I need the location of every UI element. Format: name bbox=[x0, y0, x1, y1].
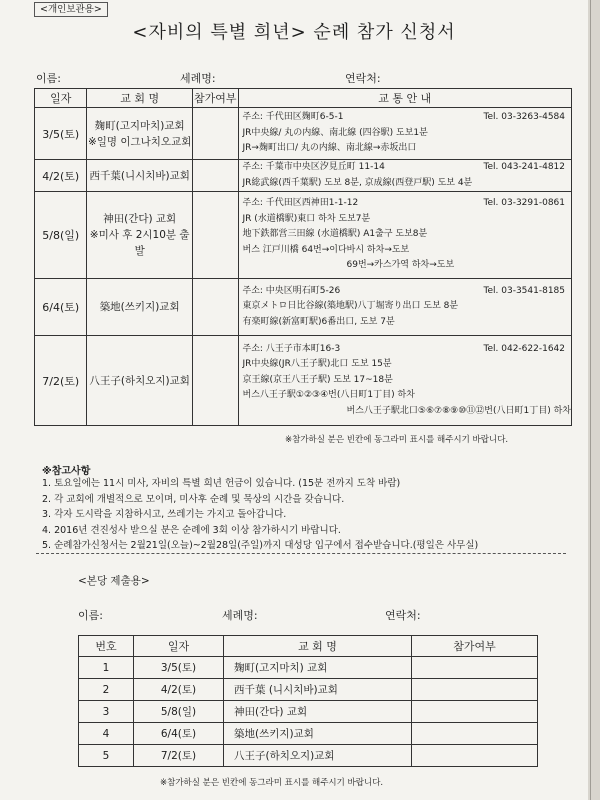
table-header-row bbox=[35, 89, 572, 108]
header-date: 일자 bbox=[134, 636, 224, 657]
transport-line: 버스八王子駅北口⑤⑥⑦⑧⑨⑩⑪⑫번(八日町1丁目) 하차 bbox=[346, 405, 571, 416]
date-cell: 5/8(일) bbox=[35, 192, 87, 279]
number-cell: 3 bbox=[79, 701, 134, 723]
header-attendance: 참가여부 bbox=[412, 636, 538, 657]
transport-line: JR総武線(西千葉駅) 도보 8분, 京成線(西登戸駅) 도보 4분 bbox=[242, 177, 473, 188]
pilgrimage-schedule-table bbox=[34, 88, 572, 426]
date-cell: 6/4(토) bbox=[35, 279, 87, 336]
note-item: 5. 순례참가신청서는 2월21일(오늘)~2월28일(주일)까지 대성당 입구에서 접수받습니다.(평일은 사무실) bbox=[42, 540, 479, 551]
church-name: 神田(간다) 교회 bbox=[103, 213, 177, 225]
address-text: 주소: 中央区明石町5-26 bbox=[242, 285, 341, 296]
date-cell: 7/2(토) bbox=[35, 336, 87, 426]
date-cell: 3/5(토) bbox=[35, 108, 87, 160]
contact-field-label: 연락처: bbox=[345, 72, 381, 85]
transport-cell bbox=[238, 192, 572, 279]
tel-number: Tel. 03-3291-0861 bbox=[483, 198, 565, 209]
cut-line bbox=[36, 553, 566, 554]
church-cell bbox=[87, 192, 193, 279]
date-cell: 4/2(토) bbox=[35, 160, 87, 192]
date-cell: 3/5(토) bbox=[134, 657, 224, 679]
transport-line: 69번→카스가역 하차→도보 bbox=[346, 260, 455, 271]
church-cell: 西千葉 (니시치바)교회 bbox=[224, 679, 412, 701]
notes-list bbox=[42, 476, 478, 554]
address-text: 주소: 八王子市本町16-3 bbox=[242, 343, 341, 354]
number-cell: 4 bbox=[79, 723, 134, 745]
transport-line: 地下鉄都営三田線 (水道橋駅) A1출구 도보8분 bbox=[242, 229, 428, 240]
attendance-cell[interactable] bbox=[412, 657, 538, 679]
header-church: 교 회 명 bbox=[87, 89, 193, 108]
church-cell bbox=[87, 108, 193, 160]
address-line bbox=[239, 342, 572, 358]
church-name: 麹町(고지마치)교회 bbox=[94, 119, 185, 132]
number-cell: 5 bbox=[79, 745, 134, 767]
transport-line: 버스 江戸川橋 64번→이다바시 하차→도보 bbox=[242, 244, 410, 255]
submit-footnote: ※참가하실 분은 빈칸에 동그라미 표시를 해주시기 바랍니다. bbox=[160, 778, 384, 788]
header-transport: 교 통 안 내 bbox=[238, 89, 572, 108]
header-attendance: 참가여부 bbox=[192, 89, 238, 108]
table-row bbox=[35, 336, 572, 426]
submit-table bbox=[78, 635, 538, 767]
paper-edge-line bbox=[590, 0, 591, 800]
address-line bbox=[239, 196, 572, 212]
church-name: 西千葉(니시치바)교회 bbox=[89, 169, 190, 182]
table-row bbox=[79, 701, 538, 723]
main-table-footnote: ※참가하실 분은 빈칸에 동그라미 표시를 해주시기 바랍니다. bbox=[285, 435, 509, 445]
tel-number: Tel. 03-3263-4584 bbox=[483, 112, 565, 123]
transport-line: JR中央線(JR八王子駅)北口 도보 15분 bbox=[242, 359, 392, 370]
table-row bbox=[79, 679, 538, 701]
number-cell: 1 bbox=[79, 657, 134, 679]
transport-line: 東京メトロ日比谷線(築地駅)八丁堀寄り出口 도보 8분 bbox=[242, 301, 459, 312]
date-cell: 7/2(토) bbox=[134, 745, 224, 767]
church-note: ※일명 이그나치오교회 bbox=[87, 135, 192, 148]
transport-line: 有楽町線(新富町駅)6番出口, 도보 7분 bbox=[242, 316, 395, 327]
address-line bbox=[239, 284, 572, 300]
notes-heading: ※참고사항 bbox=[42, 466, 91, 477]
date-cell: 5/8(일) bbox=[134, 701, 224, 723]
church-cell: 麹町(고지마치) 교회 bbox=[224, 657, 412, 679]
transport-line: JR (水道橋駅)東口 하차 도보7분 bbox=[242, 213, 371, 224]
personal-copy-tag: <개인보관용> bbox=[34, 2, 108, 17]
table-row bbox=[35, 160, 572, 192]
table-row bbox=[35, 192, 572, 279]
attendance-cell[interactable] bbox=[412, 723, 538, 745]
church-cell bbox=[87, 160, 193, 192]
transport-cell bbox=[238, 108, 572, 160]
church-cell: 神田(간다) 교회 bbox=[224, 701, 412, 723]
church-note: ※미사 후 2시10분 출발 bbox=[89, 229, 190, 257]
attendance-cell[interactable] bbox=[192, 192, 238, 279]
note-item: 1. 토요일에는 11시 미사, 자비의 특별 희년 헌금이 있습니다. (15분 전까지 도착 바람) bbox=[42, 478, 401, 489]
number-cell: 2 bbox=[79, 679, 134, 701]
header-church: 교 회 명 bbox=[224, 636, 412, 657]
transport-cell bbox=[238, 336, 572, 426]
transport-line: JR中央線/ 丸の内線、南北線 (四谷駅) 도보1분 bbox=[242, 127, 428, 138]
transport-line: 버스八王子駅①②③④번(八日町1丁目) 하차 bbox=[242, 390, 415, 401]
submit-section-heading: <본당 제출용> bbox=[78, 575, 150, 587]
name-field-label: 이름: bbox=[36, 72, 61, 85]
table-row bbox=[35, 279, 572, 336]
submit-header-row bbox=[79, 636, 538, 657]
attendance-cell[interactable] bbox=[192, 279, 238, 336]
tel-number: Tel. 042-622-1642 bbox=[483, 343, 565, 354]
address-line bbox=[239, 160, 572, 176]
submit-name-label: 이름: bbox=[78, 609, 103, 622]
table-row bbox=[79, 657, 538, 679]
table-row bbox=[35, 108, 572, 160]
header-number: 번호 bbox=[79, 636, 134, 657]
address-text: 주소: 千代田区麹町6-5-1 bbox=[242, 112, 344, 123]
note-item: 4. 2016년 견진성사 받으실 분은 순례에 3회 이상 참가하시기 바랍니다. bbox=[42, 524, 341, 536]
attendance-cell[interactable] bbox=[192, 108, 238, 160]
church-cell: 築地(쓰키지)교회 bbox=[224, 723, 412, 745]
transport-line: 京王線(京王八王子駅) 도보 17~18분 bbox=[242, 374, 393, 385]
table-row bbox=[79, 745, 538, 767]
page-title: <자비의 특별 희년> 순례 참가 신청서 bbox=[132, 22, 456, 43]
tel-number: Tel. 043-241-4812 bbox=[483, 162, 565, 172]
attendance-cell[interactable] bbox=[412, 701, 538, 723]
submit-contact-label: 연락처: bbox=[385, 609, 421, 622]
transport-line: JR→麹町出口/ 丸の内線、南北線→赤坂出口 bbox=[242, 143, 417, 154]
church-cell bbox=[87, 336, 193, 426]
attendance-cell[interactable] bbox=[192, 160, 238, 192]
church-cell: 八王子(하치오지)교회 bbox=[224, 745, 412, 767]
attendance-cell[interactable] bbox=[412, 745, 538, 767]
attendance-cell[interactable] bbox=[412, 679, 538, 701]
submit-baptism-label: 세례명: bbox=[222, 609, 258, 622]
church-name: 八王子(하치오지)교회 bbox=[89, 374, 190, 387]
attendance-cell[interactable] bbox=[192, 336, 238, 426]
table-row bbox=[79, 723, 538, 745]
address-line bbox=[239, 110, 572, 126]
note-item: 2. 각 교회에 개별적으로 모이며, 미사후 순례 및 묵상의 시간을 갖습니다. bbox=[42, 493, 345, 505]
transport-cell bbox=[238, 160, 572, 192]
date-cell: 6/4(토) bbox=[134, 723, 224, 745]
note-item: 3. 각자 도시락을 지참하시고, 쓰레기는 가지고 돌아갑니다. bbox=[42, 509, 287, 520]
tel-number: Tel. 03-3541-8185 bbox=[483, 285, 565, 296]
church-cell bbox=[87, 279, 193, 336]
address-text: 주소: 千葉市中央区汐見丘町 11-14 bbox=[242, 162, 385, 172]
baptism-field-label: 세례명: bbox=[180, 72, 216, 85]
transport-cell bbox=[238, 279, 572, 336]
date-cell: 4/2(토) bbox=[134, 679, 224, 701]
header-date: 일자 bbox=[35, 89, 87, 108]
church-name: 築地(쓰키지)교회 bbox=[99, 301, 180, 313]
address-text: 주소: 千代田区西神田1-1-12 bbox=[242, 198, 359, 209]
